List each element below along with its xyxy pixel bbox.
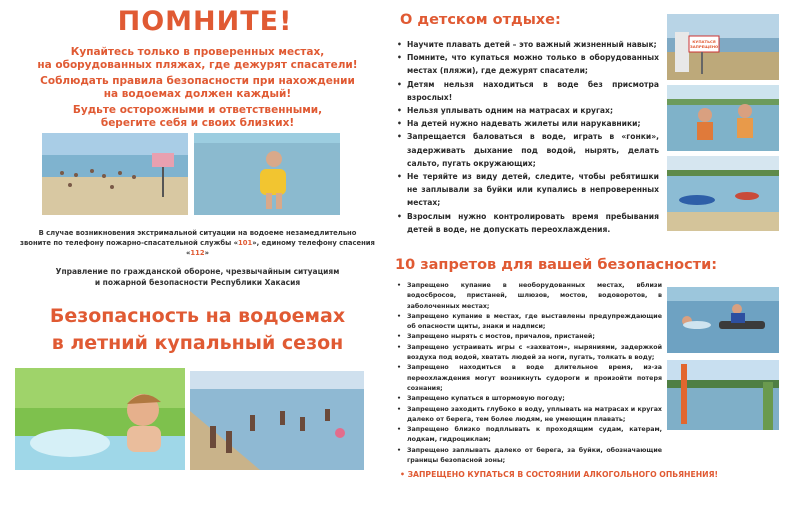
crowded-beach-image bbox=[190, 371, 364, 470]
list-item: • Детям нельзя находиться в воде без присмотра взрослых! bbox=[397, 78, 659, 104]
emergency-text: звоните по телефону пожарно-спасательной службы « bbox=[20, 239, 238, 247]
warning-line: Будьте осторожными и ответственными, bbox=[72, 104, 323, 116]
beach-photo bbox=[42, 133, 188, 215]
warning-block-3 bbox=[20, 104, 375, 130]
girl-in-water-photo bbox=[194, 133, 340, 215]
boats-on-lake-image bbox=[667, 156, 779, 231]
rescue-boat-image bbox=[667, 287, 779, 353]
boats-on-lake-photo bbox=[667, 156, 779, 231]
warning-block-2 bbox=[20, 75, 375, 101]
list-item: • Запрещено близко подплывать к проходящим судам, катерам, лодкам, гидроциклам; bbox=[397, 425, 662, 446]
bans-list bbox=[397, 281, 662, 466]
emergency-line-2 bbox=[20, 238, 375, 258]
warning-line: на водоемах должен каждый! bbox=[103, 88, 292, 100]
list-item: • Научите плавать детей – это важный жизненный навык; bbox=[397, 38, 659, 51]
list-item: • Запрещено находиться в воде длительное время, из-за переохлаждения могут возникнуть судороги и произойти потеря сознания; bbox=[397, 363, 662, 394]
list-item: • На детей нужно надевать жилеты или нарукавники; bbox=[397, 117, 659, 130]
section-bans-title: 10 запретов для вашей безопасности: bbox=[395, 257, 718, 273]
kids-playing-image bbox=[667, 85, 779, 151]
emergency-text: », единому телефону спасения « bbox=[185, 239, 375, 257]
list-item: • Запрещено устраивать игры с «захватом», ныряниями, задержкой воздуха под водой, хватать людей за ноги, пугать, толкать в воду; bbox=[397, 343, 662, 364]
warning-block-1 bbox=[20, 46, 375, 72]
kids-rules-list bbox=[397, 38, 659, 236]
kids-playing-photo bbox=[667, 85, 779, 151]
list-item: • Запрещено купание в местах, где выставлены предупреждающие об опасности щиты, знаки и надписи; bbox=[397, 312, 662, 333]
lake-with-buoy-image bbox=[667, 360, 779, 430]
list-item: • Нельзя уплывать одним на матрасах и кругах; bbox=[397, 104, 659, 117]
section-kids-title: О детском отдыхе: bbox=[400, 12, 561, 28]
headline bbox=[10, 303, 385, 357]
beach-photo-image bbox=[42, 133, 188, 215]
sign-text: КУПАТЬСЯ ЗАПРЕЩЕНО bbox=[690, 39, 719, 49]
emergency-text: » bbox=[204, 249, 209, 257]
list-item: • Запрещено заплывать далеко от берега, за буйки, обозначающие границы безопасной зоны; bbox=[397, 446, 662, 467]
emergency-line-1: В случае возникновения экстримальной ситуации на водоеме незамедлительно bbox=[38, 229, 357, 237]
child-splashing-image bbox=[15, 368, 185, 470]
list-item: • Запрещено нырять с мостов, причалов, пристаней; bbox=[397, 332, 662, 342]
poster-title: ПОМНИТЕ! bbox=[117, 6, 293, 37]
warning-line: на оборудованных пляжах, где дежурят спасатели! bbox=[37, 59, 358, 71]
alcohol-warning: • ЗАПРЕЩЕНО КУПАТЬСЯ В СОСТОЯНИИ АЛКОГОЛЬНОГО ОПЬЯНЕНИЯ! bbox=[400, 470, 719, 479]
list-item: • Запрещено заходить глубоко в воду, уплывать на матрасах и кругах далеко от берега, тем более людям, не умеющим плавать; bbox=[397, 405, 662, 426]
authority-note bbox=[20, 266, 375, 288]
list-item: • Не теряйте из виду детей, следите, чтобы ребятишки не заплывали за буйки или купались в непроверенных местах; bbox=[397, 170, 659, 210]
warning-line: Соблюдать правила безопасности при нахождении bbox=[40, 75, 355, 87]
list-item: • Помните, что купаться можно только в оборудованных местах (пляжи), где дежурят спасатели; bbox=[397, 51, 659, 77]
no-swimming-sign-image bbox=[667, 14, 779, 80]
warning-line: берегите себя и своих близких! bbox=[100, 117, 295, 129]
headline-line: в летний купальный сезон bbox=[51, 332, 344, 354]
child-splashing-photo bbox=[15, 368, 185, 470]
authority-line: и пожарной безопасности Республики Хакасия bbox=[94, 278, 301, 287]
warning-line: Купайтесь только в проверенных местах, bbox=[70, 46, 325, 58]
list-item: • Запрещено купаться в штормовую погоду; bbox=[397, 394, 662, 404]
emergency-note bbox=[20, 228, 375, 258]
headline-line: Безопасность на водоемах bbox=[49, 305, 346, 327]
lake-with-buoy-photo bbox=[667, 360, 779, 430]
list-item: • Взрослым нужно контролировать время пребывания детей в воде, не допускать переохлаждения. bbox=[397, 210, 659, 236]
no-swimming-sign-photo bbox=[667, 14, 779, 80]
crowded-beach-photo bbox=[190, 371, 364, 470]
authority-line: Управление по гражданской обороне, чрезвычайным ситуациям bbox=[55, 267, 340, 276]
rescue-number: 112 bbox=[190, 249, 205, 257]
list-item: • Запрещается баловаться в воде, играть в «гонки», задерживать дыхание под водой, нырять, делать сальто, пугать окружающих; bbox=[397, 130, 659, 170]
girl-in-water-image bbox=[194, 133, 340, 215]
fire-service-number: 101 bbox=[237, 239, 253, 247]
list-item: • Запрещено купание в необорудованных местах, вблизи водосбросов, пристаней, шлюзов, мостов, водоворотов, в заболоченных местах; bbox=[397, 281, 662, 312]
rescue-boat-photo bbox=[667, 287, 779, 353]
